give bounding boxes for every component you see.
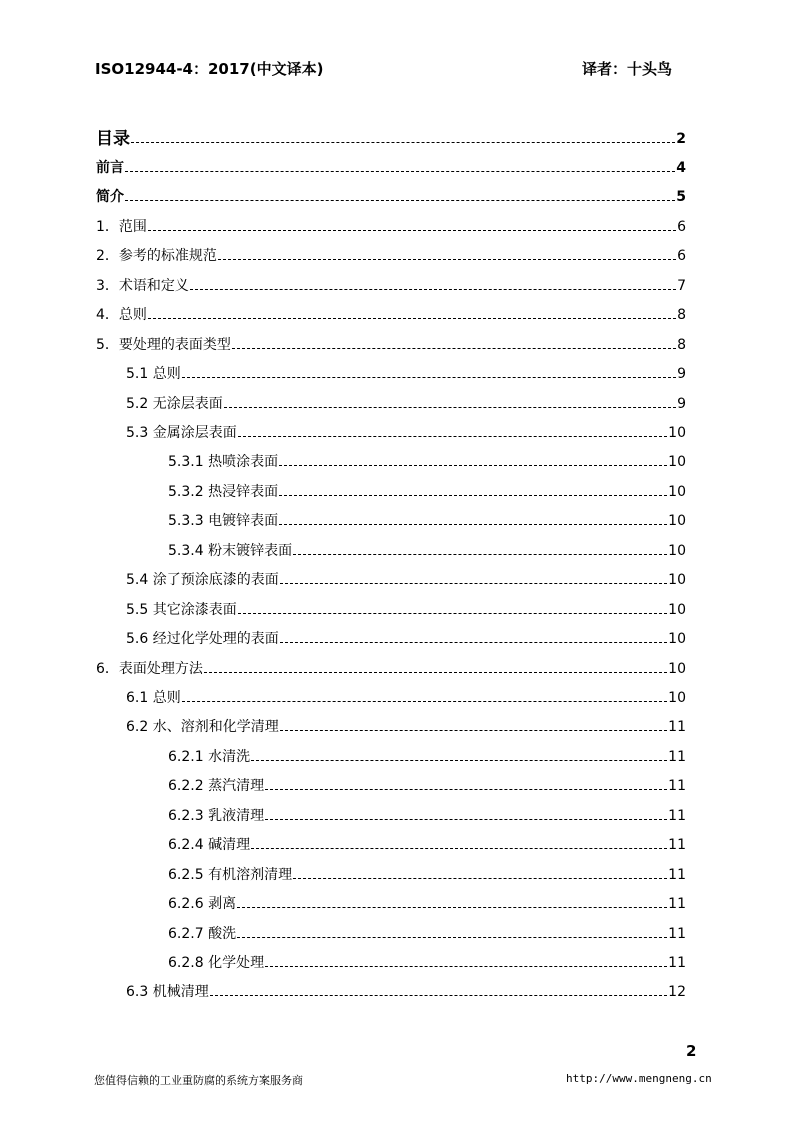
toc-leader xyxy=(251,760,667,761)
toc-entry-5-3-4[interactable] xyxy=(168,538,686,560)
toc-leader xyxy=(265,819,667,820)
toc-entry-page: 11 xyxy=(668,955,686,971)
toc-entry-5-3-2[interactable] xyxy=(168,479,686,501)
toc-leader xyxy=(280,730,667,731)
toc-entry-page: 6 xyxy=(677,219,686,235)
toc-entry-title: 6.2.1 水清洗 xyxy=(168,749,251,765)
toc-entry-title: 简介 xyxy=(96,189,124,205)
toc-entry-5-1[interactable] xyxy=(126,361,686,383)
toc-entry-title: 6.2.7 酸洗 xyxy=(168,926,237,942)
toc-leader xyxy=(293,554,667,555)
toc-entry-title: 5.1 总则 xyxy=(126,366,181,382)
toc-entry-page: 11 xyxy=(668,808,686,824)
toc-leader xyxy=(182,377,676,378)
toc-entry-5-3[interactable] xyxy=(126,420,686,442)
toc-entry-page: 8 xyxy=(677,337,686,353)
toc-entry-page: 8 xyxy=(677,307,686,323)
toc-entry-6-2-8[interactable] xyxy=(168,950,686,972)
toc-entry-title: 6.2.2 蒸汽清理 xyxy=(168,778,265,794)
toc-leader xyxy=(279,524,667,525)
toc-entry-page: 10 xyxy=(668,661,686,677)
header-title: ISO12944-4：2017(中文译本) xyxy=(95,60,324,78)
toc-entry-5-5[interactable] xyxy=(126,597,686,619)
toc-leader xyxy=(131,142,675,143)
toc-entry-5-3-1[interactable] xyxy=(168,449,686,471)
toc-entry-title: 前言 xyxy=(96,160,124,176)
toc-leader xyxy=(280,583,667,584)
toc-entry-title: 6.1 总则 xyxy=(126,690,181,706)
toc-leader xyxy=(148,318,676,319)
toc-entry-page: 10 xyxy=(668,513,686,529)
toc-leader xyxy=(125,200,675,201)
toc-entry-page: 11 xyxy=(668,926,686,942)
toc-entry-page: 12 xyxy=(668,984,686,1000)
toc-entry-3[interactable] xyxy=(96,273,686,295)
toc-entry-page: 11 xyxy=(668,749,686,765)
toc-entry-6-2-3[interactable] xyxy=(168,803,686,825)
toc-leader xyxy=(210,995,667,996)
toc-leader xyxy=(238,613,667,614)
header-translator: 译者：十头鸟 xyxy=(582,60,673,78)
toc-entry-page: 10 xyxy=(668,543,686,559)
toc-leader xyxy=(218,259,676,260)
footer-url: http://www.mengneng.cn xyxy=(566,1072,712,1085)
toc-entry-title: 6.3 机械清理 xyxy=(126,984,209,1000)
toc-entry-title: 6.2.4 碱清理 xyxy=(168,837,251,853)
toc-entry-contents[interactable] xyxy=(96,126,686,148)
toc-entry-title: 5.3.1 热喷涂表面 xyxy=(168,454,279,470)
toc-entry-6-2-4[interactable] xyxy=(168,832,686,854)
toc-entry-title: 5.6 经过化学处理的表面 xyxy=(126,631,279,647)
toc-leader xyxy=(265,966,667,967)
toc-entry-title: 6.2.3 乳液清理 xyxy=(168,808,265,824)
toc-leader xyxy=(293,878,667,879)
toc-entry-page: 10 xyxy=(668,631,686,647)
toc-entry-page: 2 xyxy=(676,131,686,147)
toc-entry-title: 1．范围 xyxy=(96,219,147,235)
toc-entry-page: 10 xyxy=(668,454,686,470)
toc-leader xyxy=(251,848,667,849)
toc-entry-title: 5.3.2 热浸锌表面 xyxy=(168,484,279,500)
toc-entry-5-3-3[interactable] xyxy=(168,508,686,530)
toc-entry-title: 6.2 水、溶剂和化学清理 xyxy=(126,719,279,735)
toc-entry-page: 11 xyxy=(668,778,686,794)
toc-entry-6-1[interactable] xyxy=(126,685,686,707)
toc-entry-page: 7 xyxy=(677,278,686,294)
toc-entry-2[interactable] xyxy=(96,243,686,265)
toc-entry-title: 3．术语和定义 xyxy=(96,278,189,294)
toc-entry-4[interactable] xyxy=(96,302,686,324)
toc-leader xyxy=(279,495,667,496)
toc-entry-page: 10 xyxy=(668,572,686,588)
footer-slogan: 您值得信赖的工业重防腐的系统方案服务商 xyxy=(94,1074,303,1087)
toc-entry-page: 10 xyxy=(668,425,686,441)
toc-entry-5[interactable] xyxy=(96,332,686,354)
page-number: 2 xyxy=(686,1042,697,1060)
toc-leader xyxy=(238,436,667,437)
toc-leader xyxy=(224,407,676,408)
toc-entry-page: 10 xyxy=(668,484,686,500)
toc-entry-title: 2．参考的标准规范 xyxy=(96,248,217,264)
toc-entry-title: 6．表面处理方法 xyxy=(96,661,203,677)
toc-entry-5-2[interactable] xyxy=(126,391,686,413)
toc-entry-page: 9 xyxy=(677,396,686,412)
toc-leader xyxy=(182,701,667,702)
toc-entry-6-2-2[interactable] xyxy=(168,773,686,795)
toc-entry-6-2-6[interactable] xyxy=(168,891,686,913)
toc-entry-page: 11 xyxy=(668,896,686,912)
toc-entry-page: 6 xyxy=(677,248,686,264)
toc-entry-page: 10 xyxy=(668,602,686,618)
toc-leader xyxy=(280,642,667,643)
toc-leader xyxy=(232,348,676,349)
toc-entry-title: 5.3.3 电镀锌表面 xyxy=(168,513,279,529)
toc-entry-title: 4．总则 xyxy=(96,307,147,323)
toc-entry-title: 5.3.4 粉末镀锌表面 xyxy=(168,543,293,559)
toc-entry-title: 6.2.5 有机溶剂清理 xyxy=(168,867,293,883)
toc-entry-title: 5．要处理的表面类型 xyxy=(96,337,231,353)
toc-leader xyxy=(237,937,667,938)
toc-entry-page: 11 xyxy=(668,867,686,883)
toc-leader xyxy=(279,465,667,466)
toc-entry-5-6[interactable] xyxy=(126,626,686,648)
toc-entry-6-3[interactable] xyxy=(126,979,686,1001)
toc-entry-1[interactable] xyxy=(96,214,686,236)
toc-entry-title: 6.2.6 剥离 xyxy=(168,896,237,912)
toc-leader xyxy=(125,171,675,172)
toc-entry-5-4[interactable] xyxy=(126,567,686,589)
toc-leader xyxy=(204,672,667,673)
toc-entry-6-2-1[interactable] xyxy=(168,744,686,766)
toc-entry-title: 目录 xyxy=(96,129,130,149)
toc-entry-page: 10 xyxy=(668,690,686,706)
toc-entry-introduction[interactable] xyxy=(96,184,686,206)
toc-entry-6-2-5[interactable] xyxy=(168,862,686,884)
toc-entry-6-2-7[interactable] xyxy=(168,921,686,943)
toc-leader xyxy=(265,789,667,790)
toc-entry-title: 5.4 涂了预涂底漆的表面 xyxy=(126,572,279,588)
toc-entry-title: 6.2.8 化学处理 xyxy=(168,955,265,971)
toc-entry-title: 5.2 无涂层表面 xyxy=(126,396,223,412)
toc-entry-page: 9 xyxy=(677,366,686,382)
toc-entry-page: 4 xyxy=(676,160,686,176)
toc-entry-6[interactable] xyxy=(96,656,686,678)
toc-entry-page: 11 xyxy=(668,719,686,735)
toc-entry-title: 5.3 金属涂层表面 xyxy=(126,425,237,441)
toc-leader xyxy=(190,289,676,290)
toc-entry-page: 11 xyxy=(668,837,686,853)
toc-leader xyxy=(237,907,667,908)
toc-entry-6-2[interactable] xyxy=(126,714,686,736)
toc-entry-title: 5.5 其它涂漆表面 xyxy=(126,602,237,618)
toc-entry-page: 5 xyxy=(676,189,686,205)
toc-leader xyxy=(148,230,676,231)
toc-entry-foreword[interactable] xyxy=(96,155,686,177)
